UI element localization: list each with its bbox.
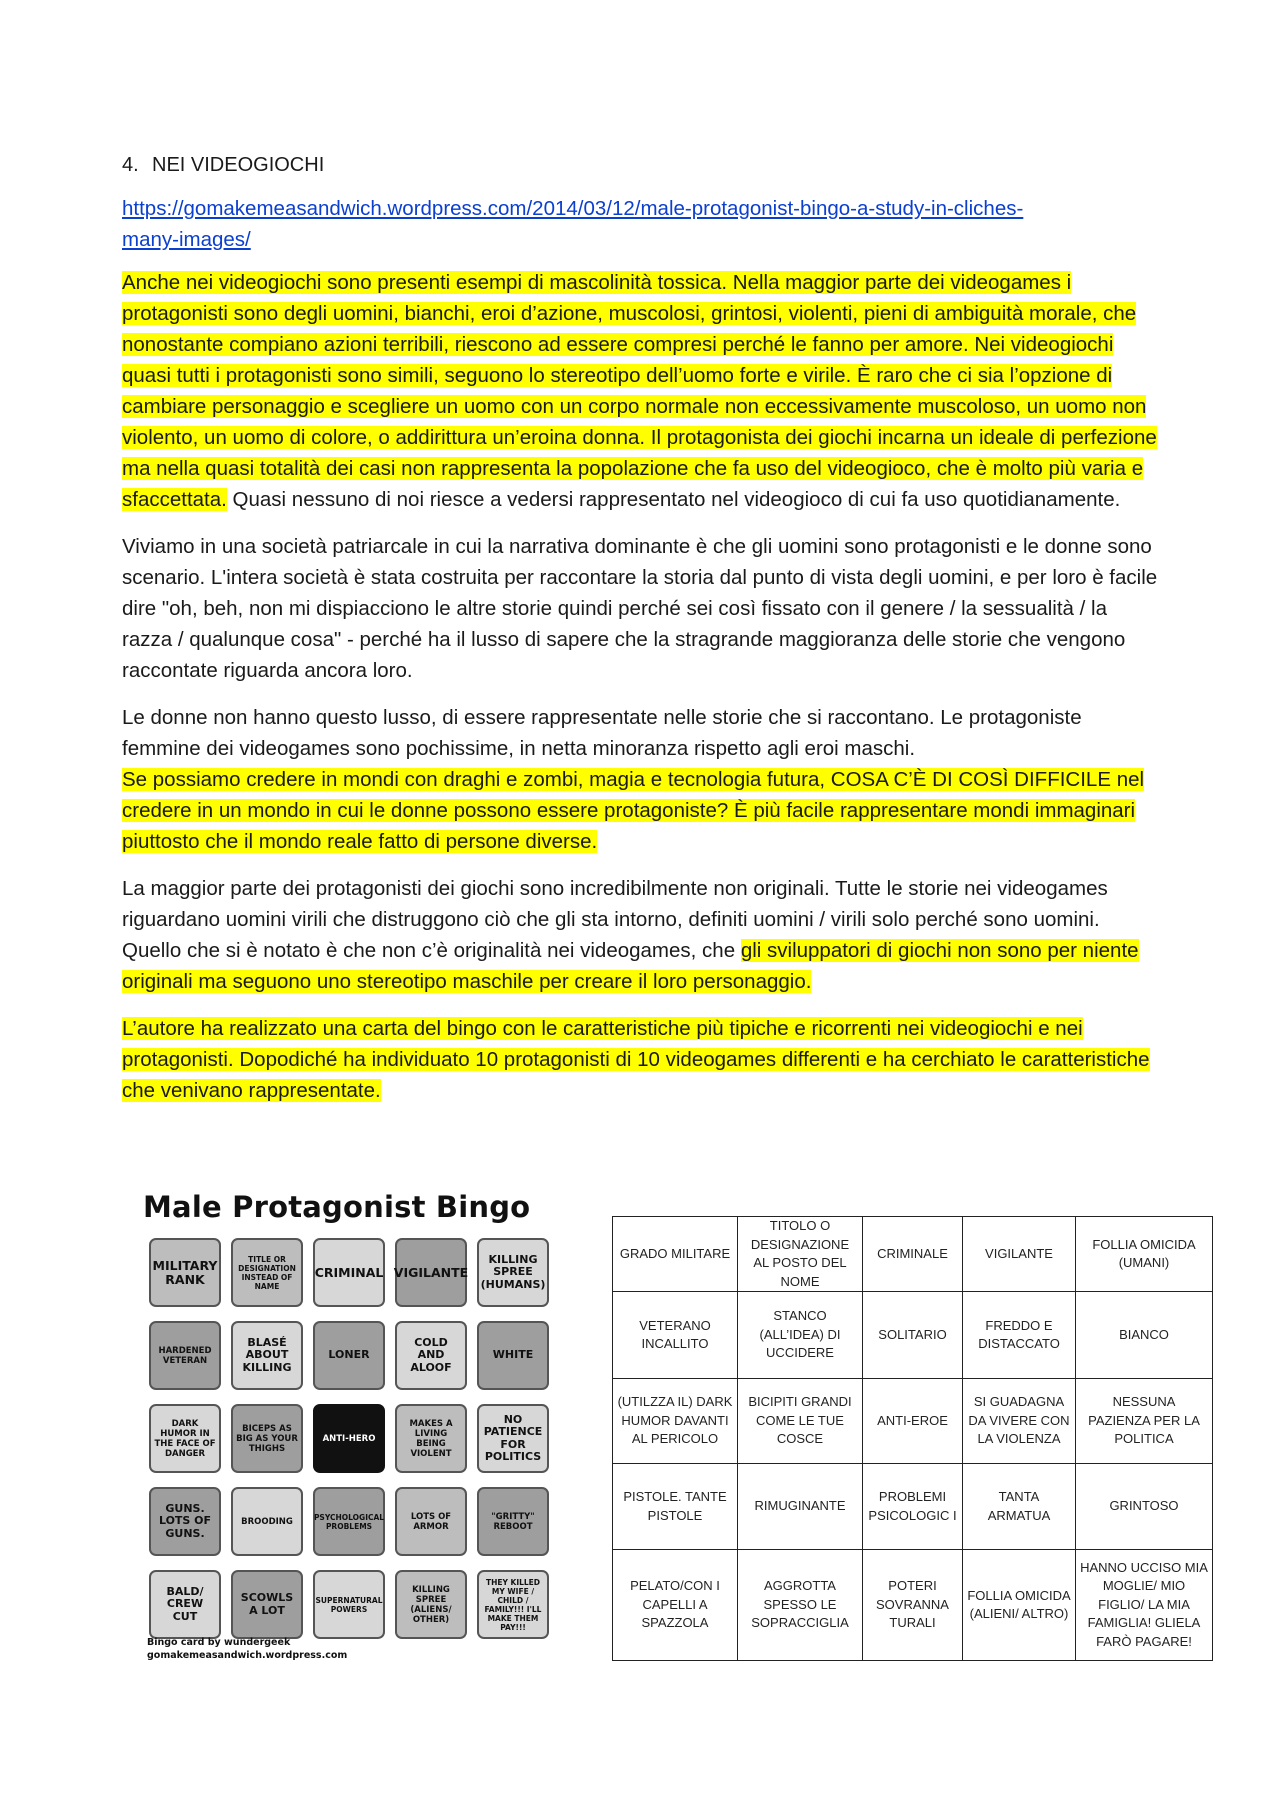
table-cell: SI GUADAGNA DA VIVERE CON LA VIOLENZA — [963, 1379, 1076, 1464]
paragraph-1 — [122, 267, 1162, 515]
table-cell: PROBLEMI PSICOLOGIC I — [863, 1464, 963, 1550]
document-body — [122, 150, 1162, 1122]
table-cell: ANTI-EROE — [863, 1379, 963, 1464]
table-cell: NESSUNA PAZIENZA PER LA POLITICA — [1076, 1379, 1213, 1464]
table-cell: (UTILZZA IL) DARK HUMOR DAVANTI AL PERICOLO — [613, 1379, 738, 1464]
table-cell: HANNO UCCISO MIA MOGLIE/ MIO FIGLIO/ LA MIA FAMIGLIA! GLIELA FARÒ PAGARE! — [1076, 1550, 1213, 1661]
plain-text: Le donne non hanno questo lusso, di essere rappresentate nelle storie che si raccontano. Le protagoniste femmine dei videogames sono pochissime, in netta minoranza rispetto agli eroi maschi. — [122, 706, 1082, 760]
bingo-cell: LONER — [313, 1321, 385, 1390]
bingo-cell: MILITARY RANK — [149, 1238, 221, 1307]
bingo-credit: Bingo card by wundergeek gomakemeasandwich.wordpress.com — [147, 1637, 348, 1661]
bingo-cell-free: ANTI-HERO — [313, 1404, 385, 1473]
table-cell: VETERANO INCALLITO — [613, 1292, 738, 1379]
table-row — [613, 1292, 1213, 1379]
table-cell: POTERI SOVRANNA TURALI — [863, 1550, 963, 1661]
bingo-cell: VIGILANTE — [395, 1238, 467, 1307]
section-title: NEI VIDEOGIOCHI — [152, 154, 325, 176]
bingo-cell: CRIMINAL — [313, 1238, 385, 1307]
section-number: 4. — [122, 154, 139, 176]
bingo-cell: TITLE OR DESIGNATION INSTEAD OF NAME — [231, 1238, 303, 1307]
bingo-cell: BICEPS AS BIG AS YOUR THIGHS — [231, 1404, 303, 1473]
table-cell: TANTA ARMATUA — [963, 1464, 1076, 1550]
bingo-cell: WHITE — [477, 1321, 549, 1390]
highlighted-text: gli sviluppatori di giochi non sono per niente originali ma seguono uno stereotipo maschile per creare il loro personaggio. — [122, 939, 1139, 993]
highlighted-text: Anche nei videogiochi sono presenti esempi di mascolinità tossica. Nella maggior parte dei videogames i protagonisti sono degli uomini, bianchi, eroi d’azione, muscolosi, grintosi, violenti, pieni di ambiguità morale, che nonostante compiano azioni terribili, riescono ad essere compresi perché le fanno per amore. Nei videogiochi quasi tutti i protagonisti sono simili, seguono lo stereotipo dell’uomo forte e virile. È raro che ci sia l’opzione di cambiare personaggio e scegliere un uomo con un corpo normale non eccessivamente muscoloso, un uomo non violento, un uomo di colore, o addirittura un’eroina donna. Il protagonista dei giochi incarna un ideale di perfezione ma nella quasi totalità dei casi non rappresenta la popolazione che fa uso del videogioco, che è molto più varia e sfaccettata. — [122, 271, 1157, 511]
bingo-cell: THEY KILLED MY WIFE / CHILD / FAMILY!!! I'LL MAKE THEM PAY!!! — [477, 1570, 549, 1639]
table-cell: GRADO MILITARE — [613, 1217, 738, 1292]
paragraph-4 — [122, 873, 1162, 997]
table-cell: BIANCO — [1076, 1292, 1213, 1379]
bingo-cell: BALD/ CREW CUT — [149, 1570, 221, 1639]
bingo-cell: PSYCHOLOGICAL PROBLEMS — [313, 1487, 385, 1556]
table-cell: PISTOLE. TANTE PISTOLE — [613, 1464, 738, 1550]
table-cell: STANCO (ALL’IDEA) DI UCCIDERE — [738, 1292, 863, 1379]
table-cell: AGGROTTA SPESSO LE SOPRACCIGLIA — [738, 1550, 863, 1661]
translation-table — [612, 1216, 1213, 1661]
table-cell: FOLLIA OMICIDA (UMANI) — [1076, 1217, 1213, 1292]
paragraph-5 — [122, 1013, 1162, 1106]
plain-text: Quasi nessuno di noi riesce a vedersi rappresentato nel videogioco di cui fa uso quotidianamente. — [226, 488, 1121, 511]
bingo-grid — [149, 1238, 551, 1630]
bingo-card-image — [143, 1190, 553, 1670]
source-link-paragraph — [122, 193, 1162, 255]
bingo-cell: "GRITTY" REBOOT — [477, 1487, 549, 1556]
bingo-cell: NO PATIENCE FOR POLITICS — [477, 1404, 549, 1473]
bingo-cell: BLASÉ ABOUT KILLING — [231, 1321, 303, 1390]
table-cell: RIMUGINANTE — [738, 1464, 863, 1550]
bingo-cell: LOTS OF ARMOR — [395, 1487, 467, 1556]
bingo-title: Male Protagonist Bingo — [143, 1190, 531, 1224]
plain-text: La maggior parte dei protagonisti dei giochi sono incredibilmente non originali. Tutte le storie nei videogames riguardano uomini virili che distruggono ciò che gli sta intorno, definiti uomini / virili solo perché sono uomini. Quello che si è notato è che non c’è originalità nei videogames, che — [122, 877, 1108, 962]
bingo-cell: SUPERNATURAL POWERS — [313, 1570, 385, 1639]
source-link[interactable]: https://gomakemeasandwich.wordpress.com/2014/03/12/male-protagonist-bingo-a-study-in-cliches- many-images/ — [122, 197, 1024, 251]
table-cell: TITOLO O DESIGNAZIONE AL POSTO DEL NOME — [738, 1217, 863, 1292]
table-row — [613, 1550, 1213, 1661]
table-cell: PELATO/CON I CAPELLI A SPAZZOLA — [613, 1550, 738, 1661]
table-cell: SOLITARIO — [863, 1292, 963, 1379]
bingo-cell: KILLING SPREE (ALIENS/ OTHER) — [395, 1570, 467, 1639]
bingo-cell: DARK HUMOR IN THE FACE OF DANGER — [149, 1404, 221, 1473]
table-cell: GRINTOSO — [1076, 1464, 1213, 1550]
table-cell: FOLLIA OMICIDA (ALIENI/ ALTRO) — [963, 1550, 1076, 1661]
table-row — [613, 1464, 1213, 1550]
table-cell: VIGILANTE — [963, 1217, 1076, 1292]
bingo-cell: KILLING SPREE (HUMANS) — [477, 1238, 549, 1307]
highlighted-text: L’autore ha realizzato una carta del bingo con le caratteristiche più tipiche e ricorrenti nei videogiochi e nei protagonisti. Dopodiché ha individuato 10 protagonisti di 10 videogames differenti e ha cerchiato le caratteristiche che venivano rappresentate. — [122, 1017, 1150, 1102]
bingo-cell: COLD AND ALOOF — [395, 1321, 467, 1390]
table-row — [613, 1379, 1213, 1464]
table-row — [613, 1217, 1213, 1292]
paragraph-2: Viviamo in una società patriarcale in cui la narrativa dominante è che gli uomini sono protagonisti e le donne sono scenario. L'intera società è stata costruita per raccontare la storia dal punto di vista degli uomini, e per loro è facile dire "oh, beh, non mi dispiacciono le altre storie quindi perché sei così fissato con il genere / la sessualità / la razza / qualunque cosa" - perché ha il lusso di sapere che la stragrande maggioranza delle storie che vengono raccontate riguarda ancora loro. — [122, 535, 1158, 682]
table-cell: BICIPITI GRANDI COME LE TUE COSCE — [738, 1379, 863, 1464]
paragraph-3 — [122, 702, 1162, 857]
bingo-cell: BROODING — [231, 1487, 303, 1556]
table-cell: FREDDO E DISTACCATO — [963, 1292, 1076, 1379]
section-heading — [122, 150, 1162, 181]
bingo-cell: HARDENED VETERAN — [149, 1321, 221, 1390]
highlighted-text: Se possiamo credere in mondi con draghi e zombi, magia e tecnologia futura, COSA C’È DI COSÌ DIFFICILE nel credere in un mondo in cui le donne possono essere protagoniste? È più facile rappresentare mondi immaginari piuttosto che il mondo reale fatto di persone diverse. — [122, 768, 1145, 853]
bingo-cell: MAKES A LIVING BEING VIOLENT — [395, 1404, 467, 1473]
bingo-cell: GUNS. LOTS OF GUNS. — [149, 1487, 221, 1556]
bingo-cell: SCOWLS A LOT — [231, 1570, 303, 1639]
table-cell: CRIMINALE — [863, 1217, 963, 1292]
